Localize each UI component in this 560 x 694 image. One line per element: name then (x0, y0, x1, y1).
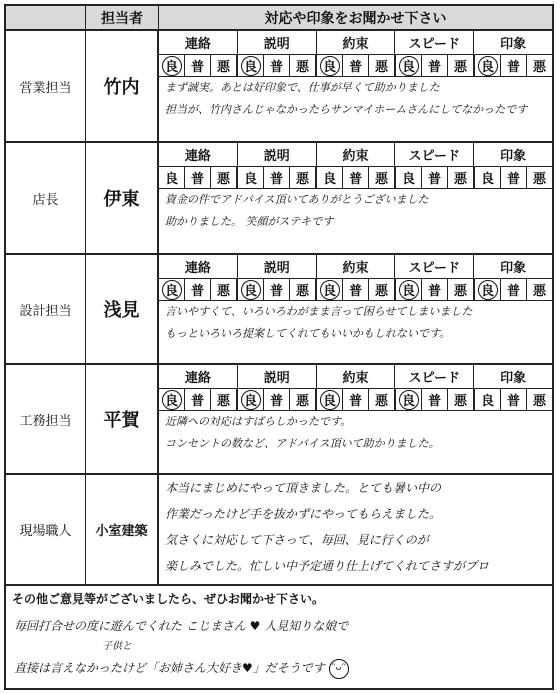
grade-option[interactable]: 悪 (532, 60, 546, 75)
grade-option[interactable]: 良 (159, 389, 185, 410)
comment-line: 担当が、竹内さんじゃなかったらサンマイホームさんにしてなかったです (165, 103, 528, 116)
grade-option[interactable]: 悪 (369, 389, 396, 410)
category-label: 約束 (317, 143, 396, 166)
grade-option[interactable]: 良 (475, 279, 501, 300)
category-label: スピード (395, 365, 474, 388)
category-label: 説明 (238, 365, 317, 388)
category-row (159, 31, 552, 55)
grade-option[interactable]: 普 (264, 389, 290, 410)
category-label: 説明 (238, 255, 317, 278)
category-label: 印象 (500, 149, 527, 164)
other-title: その他ご意見等がございましたら、ぜひお聞かせ下さい。 (12, 592, 325, 606)
grade-row (159, 389, 552, 411)
grade-option[interactable]: 良 (396, 167, 422, 188)
grade-option[interactable]: 良 (159, 167, 185, 188)
grade-option[interactable]: 普 (501, 55, 527, 76)
category-label: スピード (395, 143, 474, 166)
grade-option[interactable]: 悪 (532, 284, 546, 299)
grade-option[interactable]: 悪 (448, 55, 475, 76)
craftsman-comments (159, 475, 552, 579)
category-label: 約束 (317, 365, 396, 388)
grade-option[interactable]: 普 (501, 167, 527, 188)
grade-row (159, 279, 552, 301)
grade-option[interactable]: 普 (185, 167, 211, 188)
category-row (159, 143, 552, 167)
grade-option[interactable]: 良 (396, 279, 422, 300)
category-label: スピード (395, 255, 474, 278)
role-label: 営業担当 (6, 31, 86, 141)
grade-option[interactable]: 悪 (211, 389, 238, 410)
grade-option[interactable]: 普 (422, 389, 448, 410)
staff-name: 小室建築 (86, 475, 159, 584)
staff-name: 竹内 (86, 31, 159, 141)
category-label: 印象 (500, 261, 527, 276)
grade-option[interactable]: 悪 (532, 394, 546, 409)
grade-option[interactable]: 良 (238, 167, 264, 188)
grade-option[interactable]: 普 (343, 389, 369, 410)
comments (159, 77, 552, 121)
grade-option[interactable]: 悪 (290, 389, 317, 410)
category-row (159, 365, 552, 389)
other-comments-section (6, 586, 552, 688)
staff-header: 担当者 (86, 6, 159, 31)
feedback-header: 対応や印象をお聞かせ下さい (159, 6, 552, 31)
grade-option[interactable]: 普 (264, 55, 290, 76)
category-label: 印象 (500, 37, 527, 52)
comment-line: 言いやすくて、いろいろわがまま言って困らせてしまいました (165, 305, 473, 318)
grade-option[interactable]: 普 (185, 389, 211, 410)
other-line-note: 子供と (102, 641, 132, 652)
grade-option[interactable]: 悪 (211, 55, 238, 76)
grade-option[interactable]: 悪 (448, 279, 475, 300)
grade-option[interactable]: 普 (264, 167, 290, 188)
grade-option[interactable]: 悪 (211, 279, 238, 300)
comment-line: コンセントの数など、アドバイス頂いて助かりました。 (165, 437, 440, 450)
grade-option[interactable]: 悪 (532, 172, 546, 187)
staff-name: 浅見 (86, 255, 159, 363)
grade-option[interactable]: 悪 (290, 167, 317, 188)
staff-section (6, 255, 552, 365)
grade-option[interactable]: 悪 (369, 167, 396, 188)
grade-option[interactable]: 悪 (369, 279, 396, 300)
category-label: 約束 (317, 255, 396, 278)
category-label: 連絡 (159, 255, 238, 278)
comment-line: まず誠実。あとは好印象で、仕事が早くて助かりました (165, 81, 440, 94)
grade-option[interactable]: 良 (238, 389, 264, 410)
feedback-sheet (4, 4, 554, 690)
role-header (6, 6, 86, 31)
grade-option[interactable]: 普 (422, 279, 448, 300)
smiley-icon: ᵔᴗᵔ (329, 659, 349, 679)
grade-option[interactable]: 悪 (369, 55, 396, 76)
grade-option[interactable]: 普 (343, 55, 369, 76)
grade-option[interactable]: 普 (422, 55, 448, 76)
grade-option[interactable]: 良 (475, 55, 501, 76)
role-label: 工務担当 (6, 365, 86, 473)
comment-line: 気さくに対応して下さって、毎回、見に行くのが (165, 533, 429, 547)
grade-option[interactable]: 普 (501, 389, 527, 410)
role-label: 現場職人 (6, 475, 86, 584)
comment-line: 資金の件でアドバイス頂いてありがとうございました (165, 193, 429, 206)
grade-option[interactable]: 悪 (211, 167, 238, 188)
category-label: 約束 (317, 31, 396, 54)
grade-option[interactable]: 良 (159, 55, 185, 76)
category-label: 連絡 (159, 365, 238, 388)
role-label: 設計担当 (6, 255, 86, 363)
category-row (159, 255, 552, 279)
grade-option[interactable]: 普 (501, 279, 527, 300)
category-label: 連絡 (159, 143, 238, 166)
comment-line: 作業だったけど手を抜かずにやってもらえました。 (165, 507, 442, 521)
grade-option[interactable]: 普 (422, 167, 448, 188)
staff-section (6, 365, 552, 475)
grade-option[interactable]: 普 (185, 279, 211, 300)
grade-option[interactable]: 悪 (448, 389, 475, 410)
grade-option[interactable]: 普 (343, 279, 369, 300)
grade-option[interactable]: 悪 (290, 55, 317, 76)
grade-option[interactable]: 良 (396, 55, 422, 76)
grade-row (159, 167, 552, 189)
grade-option[interactable]: 良 (317, 55, 343, 76)
staff-section (6, 143, 552, 255)
role-label: 店長 (6, 143, 86, 253)
comment-line: 近隣への対応はすばらしかったです。 (165, 415, 352, 428)
other-line (6, 653, 552, 683)
grade-option[interactable]: 普 (185, 55, 211, 76)
staff-section (6, 31, 552, 143)
grade-option[interactable]: 良 (396, 389, 422, 410)
other-line-text: 直接は言えなかったけど「お姉さん大好き♥」だそうです (14, 661, 325, 675)
grade-option[interactable]: 良 (317, 389, 343, 410)
grade-option[interactable]: 良 (475, 167, 501, 188)
craftsman-section (6, 475, 552, 586)
comment-line: もっといろいろ提案してくれてもいいかもしれないです。 (165, 327, 451, 340)
comments (159, 301, 552, 345)
grade-option[interactable]: 良 (159, 279, 185, 300)
grade-row (159, 55, 552, 77)
grade-option[interactable]: 悪 (448, 167, 475, 188)
comment-line: 楽しみでした。忙しい中予定通り仕上げてくれてさすがプロ (165, 559, 490, 573)
grade-option[interactable]: 良 (317, 279, 343, 300)
comments (159, 189, 552, 233)
comment-line: 本当にまじめにやって頂きました。とても暑い中の (165, 481, 442, 495)
category-label: 連絡 (159, 31, 238, 54)
comment-line: 助かりました。 笑顔がステキです (165, 215, 334, 228)
grade-option[interactable]: 普 (343, 167, 369, 188)
grade-option[interactable]: 良 (317, 167, 343, 188)
grade-option[interactable]: 良 (238, 55, 264, 76)
grade-option[interactable]: 良 (238, 279, 264, 300)
comments (159, 411, 552, 455)
grade-option[interactable]: 悪 (290, 279, 317, 300)
other-line: 毎回打合せの度に遊んでくれた こじまさん ♥ 人見知りな娘で (14, 619, 349, 633)
category-label: 説明 (238, 143, 317, 166)
staff-name: 伊東 (86, 143, 159, 253)
grade-option[interactable]: 良 (475, 389, 501, 410)
category-label: 印象 (500, 371, 527, 386)
category-label: 説明 (238, 31, 317, 54)
category-label: スピード (395, 31, 474, 54)
staff-name: 平賀 (86, 365, 159, 473)
grade-option[interactable]: 普 (264, 279, 290, 300)
